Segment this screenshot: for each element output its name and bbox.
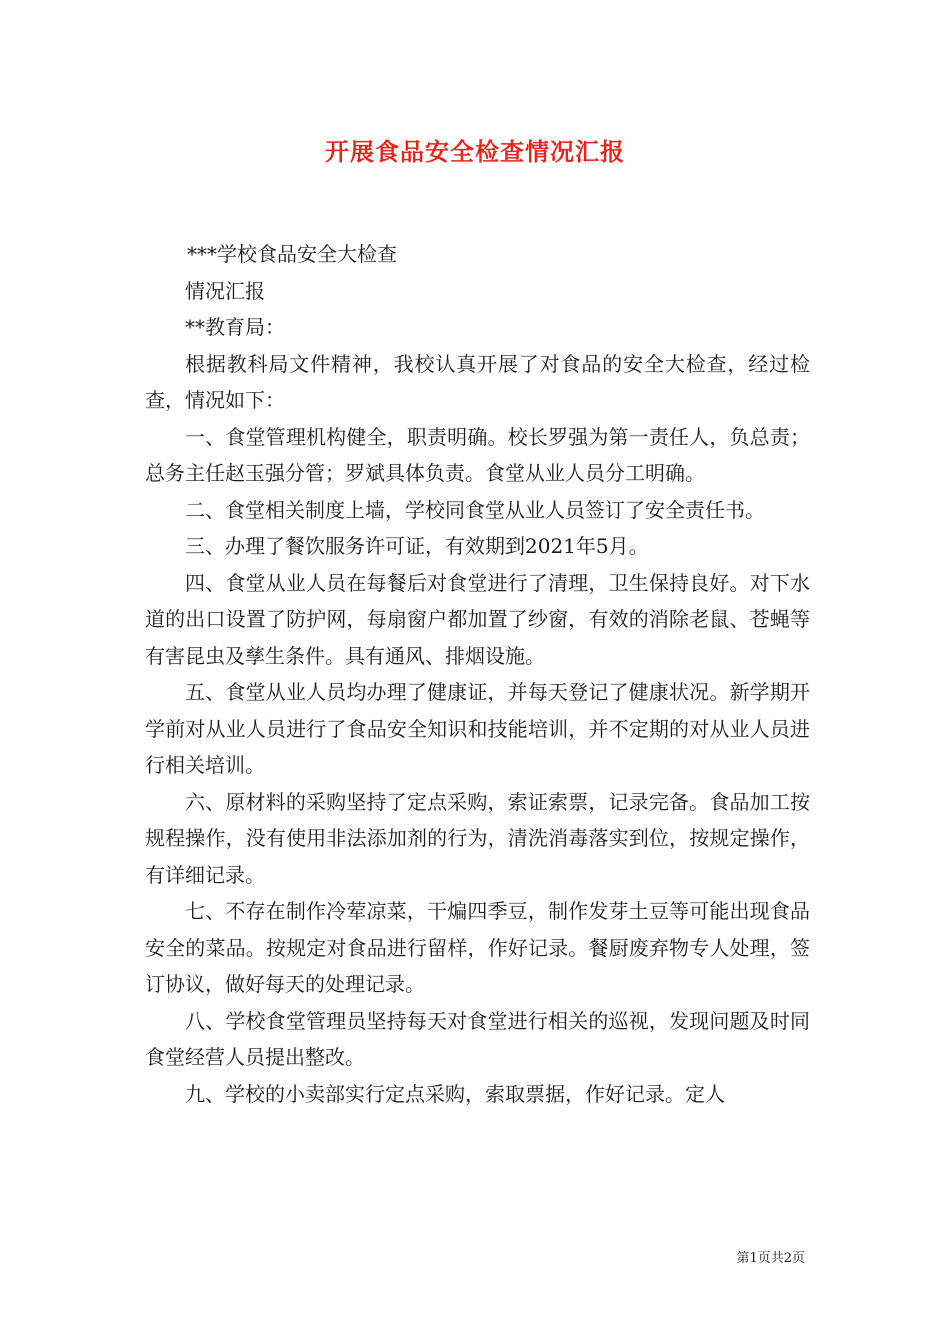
paragraph-item-6: 六、原材料的采购坚持了定点采购，索证索票，记录完备。食品加工按规程操作，没有使用非法添加剂的行为，清洗消毒落实到位，按规定操作，有详细记录。 bbox=[145, 789, 810, 887]
paragraph-item-5: 五、食堂从业人员均办理了健康证，并每天登记了健康状况。新学期开学前对从业人员进行了食品安全知识和技能培训，并不定期的对从业人员进行相关培训。 bbox=[145, 680, 810, 777]
paragraph-item-4: 四、食堂从业人员在每餐后对食堂进行了清理，卫生保持良好。对下水道的出口设置了防护网，每扇窗户都加置了纱窗，有效的消除老鼠、苍蝇等有害昆虫及孳生条件。具有通风、排烟设施。 bbox=[145, 570, 810, 668]
paragraph-addressee: **教育局： bbox=[185, 315, 285, 339]
paragraph-intro: 根据教科局文件精神，我校认真开展了对食品的安全大检查，经过检查，情况如下： bbox=[145, 351, 810, 412]
document-title: 开展食品安全检查情况汇报 bbox=[325, 137, 625, 166]
paragraph-item-7: 七、不存在制作冷荤凉菜，干煸四季豆，制作发芽土豆等可能出现食品安全的菜品。按规定对食品进行留样，作好记录。餐厨废弃物专人处理，签订协议，做好每天的处理记录。 bbox=[145, 899, 810, 996]
paragraph-item-9: 九、学校的小卖部实行定点采购，索取票据，作好记录。定人 bbox=[185, 1081, 725, 1106]
paragraph-item-2: 二、食堂相关制度上墙，学校同食堂从业人员签订了安全责任书。 bbox=[185, 497, 765, 522]
paragraph-item-8: 八、学校食堂管理员坚持每天对食堂进行相关的巡视，发现问题及时同食堂经营人员提出整改。 bbox=[145, 1008, 810, 1069]
document-body bbox=[145, 236, 810, 1112]
paragraph-item-3: 三、办理了餐饮服务许可证，有效期到2021年5月。 bbox=[185, 534, 649, 558]
paragraph-school-heading: ***学校食品安全大检查 bbox=[187, 242, 397, 266]
paragraph-item-1: 一、食堂管理机构健全，职责明确。校长罗强为第一责任人，负总责；总务主任赵玉强分管；罗斌具体负责。食堂从业人员分工明确。 bbox=[145, 424, 810, 485]
paragraph-report-label: 情况汇报 bbox=[185, 278, 265, 303]
page-number-footer: 第1页共2页 bbox=[736, 1251, 805, 1266]
